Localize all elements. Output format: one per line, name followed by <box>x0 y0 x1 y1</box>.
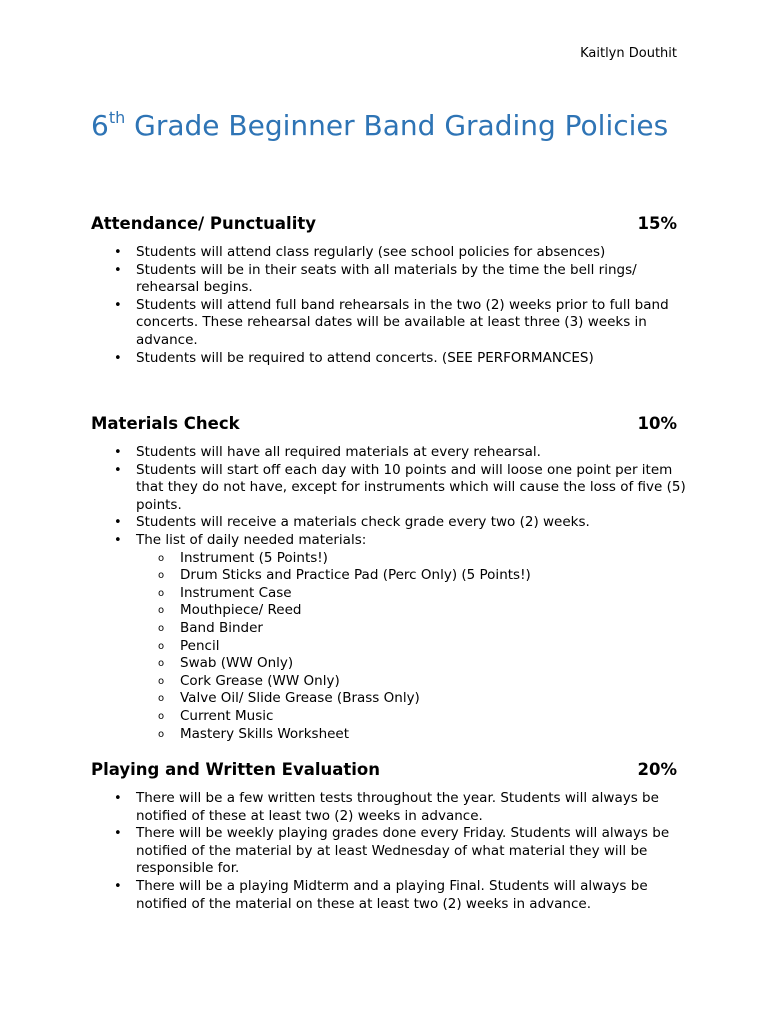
page-title <box>91 107 681 145</box>
material-item: o Valve Oil/ Slide Grease (Brass Only) <box>91 690 677 708</box>
section-header <box>91 213 677 235</box>
section-heading: Playing and Written Evaluation <box>91 760 381 779</box>
section-percent: 15% <box>637 214 677 233</box>
section-percent: 20% <box>637 760 677 779</box>
section-header <box>91 759 677 781</box>
list-item: • Students will receive a materials check grade every two (2) weeks. <box>91 514 688 532</box>
material-item: o Drum Sticks and Practice Pad (Perc Only) (5 Points!) <box>91 567 677 585</box>
material-item: o Mastery Skills Worksheet <box>91 726 677 744</box>
list-item: • Students will have all required materials at every rehearsal. <box>91 444 688 462</box>
material-item: o Cork Grease (WW Only) <box>91 673 677 691</box>
list-item: • There will be weekly playing grades done every Friday. Students will always be notified of the material by at least Wednesday of what material they will be responsible for. <box>91 825 688 878</box>
list-item: • There will be a playing Midterm and a playing Final. Students will always be notified of the material on these at least two (2) weeks in advance. <box>91 878 688 913</box>
section-percent: 10% <box>637 414 677 433</box>
material-item: o Band Binder <box>91 620 677 638</box>
list-item: • The list of daily needed materials: <box>91 532 688 550</box>
title-text: Grade Beginner Band Grading Policies <box>125 109 669 142</box>
section-header <box>91 413 677 435</box>
title-grade-number: 6 <box>91 109 109 142</box>
material-item: o Mouthpiece/ Reed <box>91 602 677 620</box>
material-item: o Current Music <box>91 708 677 726</box>
section-heading: Materials Check <box>91 414 240 433</box>
section-materials-check <box>91 413 686 743</box>
bullet-list <box>91 790 677 913</box>
list-item: • Students will be in their seats with all materials by the time the bell rings/ rehearsal begins. <box>91 262 688 297</box>
section-heading: Attendance/ Punctuality <box>91 214 317 233</box>
list-item: • Students will attend class regularly (see school policies for absences) <box>91 244 688 262</box>
section-playing-written-evaluation <box>91 759 677 913</box>
materials-list <box>91 550 677 744</box>
list-item: • Students will attend full band rehearsals in the two (2) weeks prior to full band concerts. These rehearsal dates will be available at least three (3) weeks in advance. <box>91 297 688 350</box>
list-item: • Students will start off each day with 10 points and will loose one point per item that they do not have, except for instruments which will cause the loss of five (5) points. <box>91 462 688 515</box>
material-item: o Instrument Case <box>91 585 677 603</box>
bullet-list <box>91 244 677 367</box>
title-ordinal-suffix: th <box>108 107 126 127</box>
material-item: o Pencil <box>91 638 677 656</box>
author-name: Kaitlyn Douthit <box>580 46 677 61</box>
section-attendance <box>91 213 677 367</box>
material-item: o Instrument (5 Points!) <box>91 550 677 568</box>
list-item: • Students will be required to attend concerts. (SEE PERFORMANCES) <box>91 350 688 368</box>
bullet-list <box>91 444 686 550</box>
list-item: • There will be a few written tests throughout the year. Students will always be notified of these at least two (2) weeks in advance. <box>91 790 688 825</box>
material-item: o Swab (WW Only) <box>91 655 677 673</box>
